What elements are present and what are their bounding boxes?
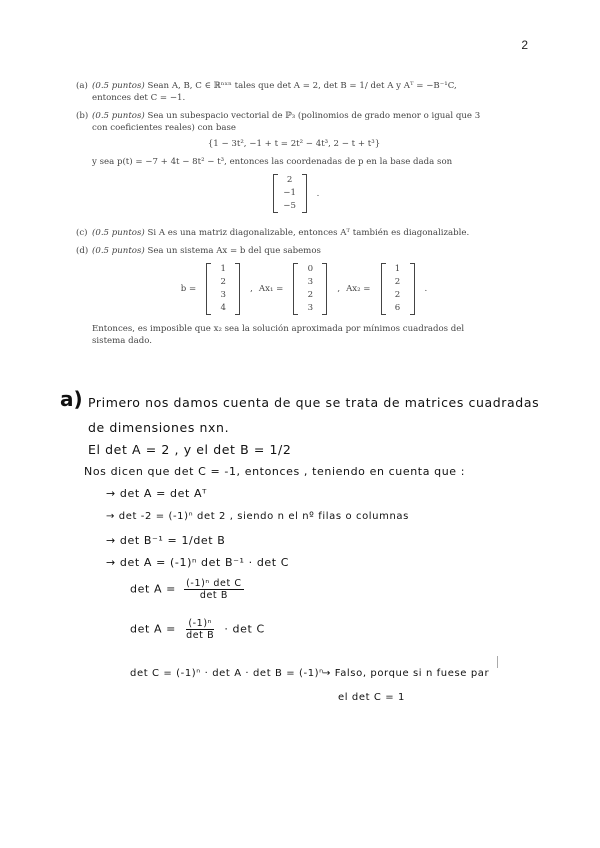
item-d-text1: Sea un sistema Ax = b del que sabemos xyxy=(147,246,321,256)
hand-step-2 xyxy=(130,618,265,641)
coord-2: −1 xyxy=(283,188,296,198)
hand-line-4: Nos dicen que det C = -1, entonces , teniendo en cuenta que : xyxy=(84,465,466,478)
ax2-3: 2 xyxy=(394,290,401,300)
item-d-text2: Entonces, es imposible que x₂ sea la solución aproximada por mínimos cuadrados del xyxy=(92,324,465,334)
item-a-points: (0.5 puntos) xyxy=(92,81,145,91)
hand-conclusion-2: el det C = 1 xyxy=(338,692,405,703)
hand-bullet-2: → det -2 = (-1)ⁿ det 2 , siendo n el nº filas o columnas xyxy=(106,511,409,522)
hand-line-2: de dimensiones nxn. xyxy=(88,420,230,435)
b-2: 2 xyxy=(220,277,226,287)
ax2-4: 6 xyxy=(394,303,401,313)
item-b-text3: y sea p(t) = −7 + 4t − 8t² − t³, entonces las coordenadas de p en la base dada son xyxy=(92,157,453,167)
item-c-points: (0.5 puntos) xyxy=(92,228,145,238)
sep-1: , xyxy=(250,284,253,294)
step2-prefix: det A = xyxy=(130,622,176,636)
stray-pen-mark xyxy=(497,656,498,668)
b-3: 3 xyxy=(220,290,226,300)
ax1-label: Ax₁ = xyxy=(258,284,284,294)
item-d-text3: sistema dado. xyxy=(92,336,152,346)
b-label: b = xyxy=(180,284,197,294)
item-b-label: (b) xyxy=(76,111,89,121)
hand-line-1: Primero nos damos cuenta de que se trata de matrices cuadradas xyxy=(88,395,540,410)
item-b-points: (0.5 puntos) xyxy=(92,111,145,121)
item-b-text1: Sea un subespacio vectorial de ℙ₃ (polinomios de grado menor o igual que 3 xyxy=(147,111,481,121)
vec-end: . xyxy=(424,284,428,294)
item-c-text1: Si A es una matriz diagonalizable, entonces Aᵀ también es diagonalizable. xyxy=(147,228,470,238)
hand-bullet-4: → det A = (-1)ⁿ det B⁻¹ · det C xyxy=(106,556,290,569)
hand-conclusion-1: → Falso, porque si n fuese par xyxy=(322,668,490,679)
step2-numerator: (-1)ⁿ xyxy=(188,618,213,629)
item-b-text2: con coeficientes reales) con base xyxy=(92,123,236,133)
step1-denominator: det B xyxy=(199,590,228,601)
item-d-points: (0.5 puntos) xyxy=(92,246,145,256)
ax1-2: 3 xyxy=(307,277,314,287)
ax1-4: 3 xyxy=(307,303,314,313)
item-a-label: (a) xyxy=(76,81,88,91)
answer-label: a) xyxy=(60,387,83,411)
hand-bullet-3: → det B⁻¹ = 1/det B xyxy=(106,534,226,547)
page-number: 2 xyxy=(521,38,528,52)
item-c-label: (c) xyxy=(76,228,88,238)
step2-denominator: det B xyxy=(186,630,215,641)
b-4: 4 xyxy=(220,303,226,313)
ax1-1: 0 xyxy=(307,264,314,274)
sep-2: , xyxy=(337,284,341,294)
step2-suffix: · det C xyxy=(224,622,265,636)
step1-prefix: det A = xyxy=(130,582,176,596)
item-d-label: (d) xyxy=(76,246,89,256)
ax1-3: 2 xyxy=(307,290,314,300)
coord-3: −5 xyxy=(283,201,296,211)
ax2-2: 2 xyxy=(394,277,401,287)
ax2-label: Ax₂ = xyxy=(346,284,371,294)
item-b-basis: {1 − 3t², −1 + t = 2t² − 4t³, 2 − t + t³} xyxy=(207,139,381,149)
ax2-1: 1 xyxy=(394,264,401,274)
hand-step-3: det C = (-1)ⁿ · det A · det B = (-1)ⁿ xyxy=(130,668,324,679)
coord-1: 2 xyxy=(286,175,293,185)
coords-end: . xyxy=(316,188,320,199)
item-a-text2: entonces det C = −1. xyxy=(92,93,186,103)
hand-line-3: El det A = 2 , y el det B = 1/2 xyxy=(88,442,292,457)
b-1: 1 xyxy=(220,264,226,274)
item-a-text1: Sean A, B, C ∈ ℝⁿˣⁿ tales que det A = 2, det B = 1/ det A y Aᵀ = −B⁻¹C, xyxy=(147,81,457,91)
step1-numerator: (-1)ⁿ det C xyxy=(186,578,242,589)
hand-step-1 xyxy=(130,578,248,601)
hand-bullet-1: → det A = det Aᵀ xyxy=(106,487,207,500)
